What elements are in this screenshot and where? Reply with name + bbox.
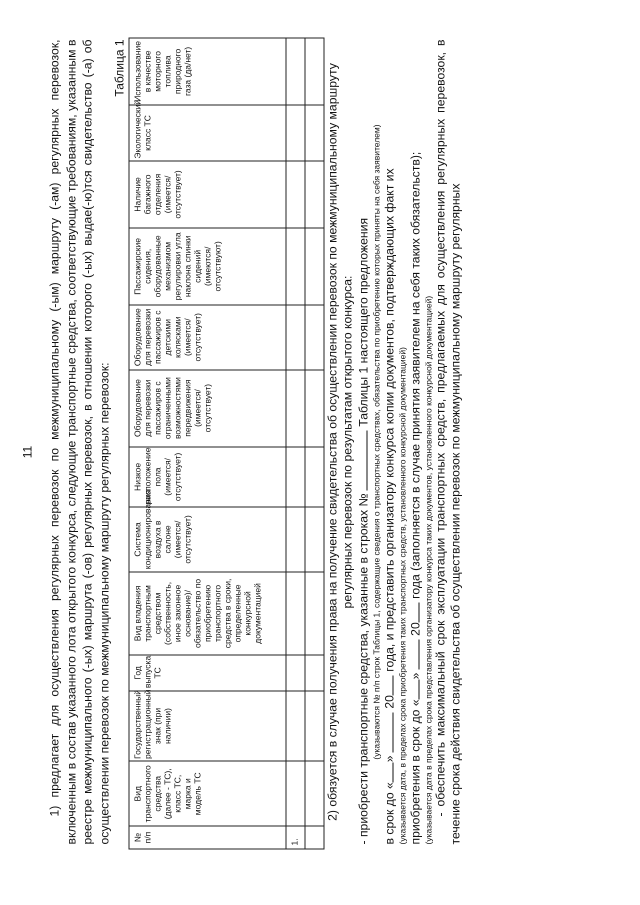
section-2 (326, 40, 464, 845)
table-cell (305, 228, 324, 305)
table-header-row (129, 38, 286, 849)
table-cell (305, 38, 324, 105)
table-cell (305, 826, 324, 849)
acquire-rows-blank (356, 430, 368, 490)
table-cell (305, 447, 324, 507)
col-header-ownership: Вид владения транспортным средством (собственность, иное законное основание)/ обязательство по приобретению транспортного средства в сроки, определенные конкурсной документацией (129, 572, 286, 655)
table-cell (286, 370, 305, 447)
acq2-day-blank (408, 679, 420, 699)
intro-text: 1) предлагает для осуществления регулярных перевозок по межмуниципальному (-ым) маршруту (-ам) регулярных перевозок, включенным в состав указанного лота открытого конкурса, следующие транспортные средства, соответствующие требованиям, указанным в реестре межмуниципального (-ых) маршрута (-ов) регулярных перевозок, в отношении которого (-ых) выдае(-ю)тся свидетельство (-а) об осуществлении перевозок по межмуниципальному маршруту регулярных перевозок: (47, 39, 111, 845)
table-cell (286, 572, 305, 655)
table-cell (286, 447, 305, 507)
deadline-text-a: в срок до « (382, 782, 397, 845)
col-header-natural-gas: Использование в качестве моторного топлива природного газа (да/нет) (129, 38, 286, 105)
col-header-vehicle-type: Вид транспортного средства (далее - ТС), класс ТС, марка и модель ТС (129, 761, 286, 826)
col-header-reg-plate: Государственный регистрационный знак (при наличии) (129, 691, 286, 762)
ensure-paragraph: - обеспечить максимальный срок эксплуатации транспортных средств, предлагаемых для осуществления регулярных перевозок, в течение срока действия свидетельства об осуществлении перевозок по межмуниципальному маршруту регулярных (433, 39, 463, 845)
deadline-text-b: » (382, 755, 397, 763)
table-cell (286, 228, 305, 305)
table-cell: 1. (286, 826, 305, 849)
col-header-num: № п/п (129, 826, 286, 849)
table-cell (286, 38, 305, 105)
page-number: 11 (20, 445, 35, 459)
table-cell (305, 161, 324, 228)
col-header-year: Год выпуска ТС (129, 655, 286, 690)
table-cell (286, 655, 305, 690)
acquire-note: (указываются № п/п строк Таблицы 1, содержащие сведения о транспортных средствах, обязательства по приобретению которых приняты на себя заявителем) (371, 124, 382, 760)
deadline-note: (указывается дата, в пределах срока приобретения таких транспортных средств, установленного конкурсной документацией) (397, 347, 408, 845)
col-header-low-floor: Низкое расположение пола (имеется/ отсутствует) (129, 447, 286, 507)
table-cell (305, 305, 324, 370)
acq2-year-blank (408, 602, 420, 622)
col-header-stroller-equipment: Оборудование для перевозки пассажиров с детскими колясками (имеется/ отсутствует) (129, 305, 286, 370)
vehicles-table (129, 38, 325, 850)
table-cell (286, 761, 305, 826)
table-row (305, 38, 324, 849)
section-2-lead: 2) обязуется в случае получения права на получение свидетельства об осуществлении перевозок по межмуниципальному маршруту регулярных перевозок по результатам открытого конкурса: (325, 63, 355, 821)
table-cell (286, 105, 305, 161)
table-cell (286, 691, 305, 762)
acquisition-proof-line (408, 40, 424, 845)
acq2-text-b: » (408, 672, 423, 680)
table-row (286, 38, 305, 849)
acq2-note: (указывается дата в пределах срока представления организатору конкурса таких документов, установленного конкурсной документацией) (423, 295, 434, 845)
table-cell (305, 105, 324, 161)
table-cell (305, 370, 324, 447)
table-caption: Таблица 1 (112, 39, 127, 97)
table-cell (305, 572, 324, 655)
acquire-text-a: - приобрести транспортные средства, указанные в строках № (356, 493, 371, 845)
deadline-line (382, 40, 398, 845)
col-header-air-conditioning: Система кондиционирования воздуха в салоне (имеется/ отсутствует) (129, 507, 286, 572)
table-cell (305, 761, 324, 826)
col-header-eco-class: Экологический класс ТС (129, 105, 286, 161)
table-cell (286, 305, 305, 370)
acq2-text-d: года (заполняется в случае принятия заявителем на себя таких обязательств); (408, 151, 423, 599)
document-page (1, 0, 640, 905)
acquire-line (356, 40, 372, 845)
col-header-reclining-seats: Пассажирские сидения, оборудованные механизмом регулировки угла наклона спинки сидений (имеются/ отсутствуют) (129, 228, 286, 305)
deadline-month-blank (382, 712, 394, 752)
acq2-text-c: 20 (408, 622, 423, 636)
table-cell (286, 161, 305, 228)
intro-paragraph (47, 40, 113, 845)
deadline-text-d: года, и представить организатору конкурса копии документов, подтверждающих факт их (382, 168, 397, 672)
acq2-month-blank (408, 639, 420, 669)
table-cell (305, 691, 324, 762)
table-cell (286, 507, 305, 572)
acq2-text-a: приобретения в срок до « (408, 699, 423, 845)
col-header-disabled-equipment: Оборудование для перевозки пассажиров с ограниченными возможностями передвижения (имеется/ отсутствует) (129, 370, 286, 447)
acquire-text-b: Таблицы 1 настоящего предложения (356, 217, 371, 427)
deadline-year-blank (382, 675, 394, 695)
table-cell (305, 507, 324, 572)
deadline-text-c: 20 (382, 695, 397, 709)
col-header-luggage: Наличие багажного отделения (имеется/ отсутствует) (129, 161, 286, 228)
table-cell (305, 655, 324, 690)
deadline-day-blank (382, 762, 394, 782)
